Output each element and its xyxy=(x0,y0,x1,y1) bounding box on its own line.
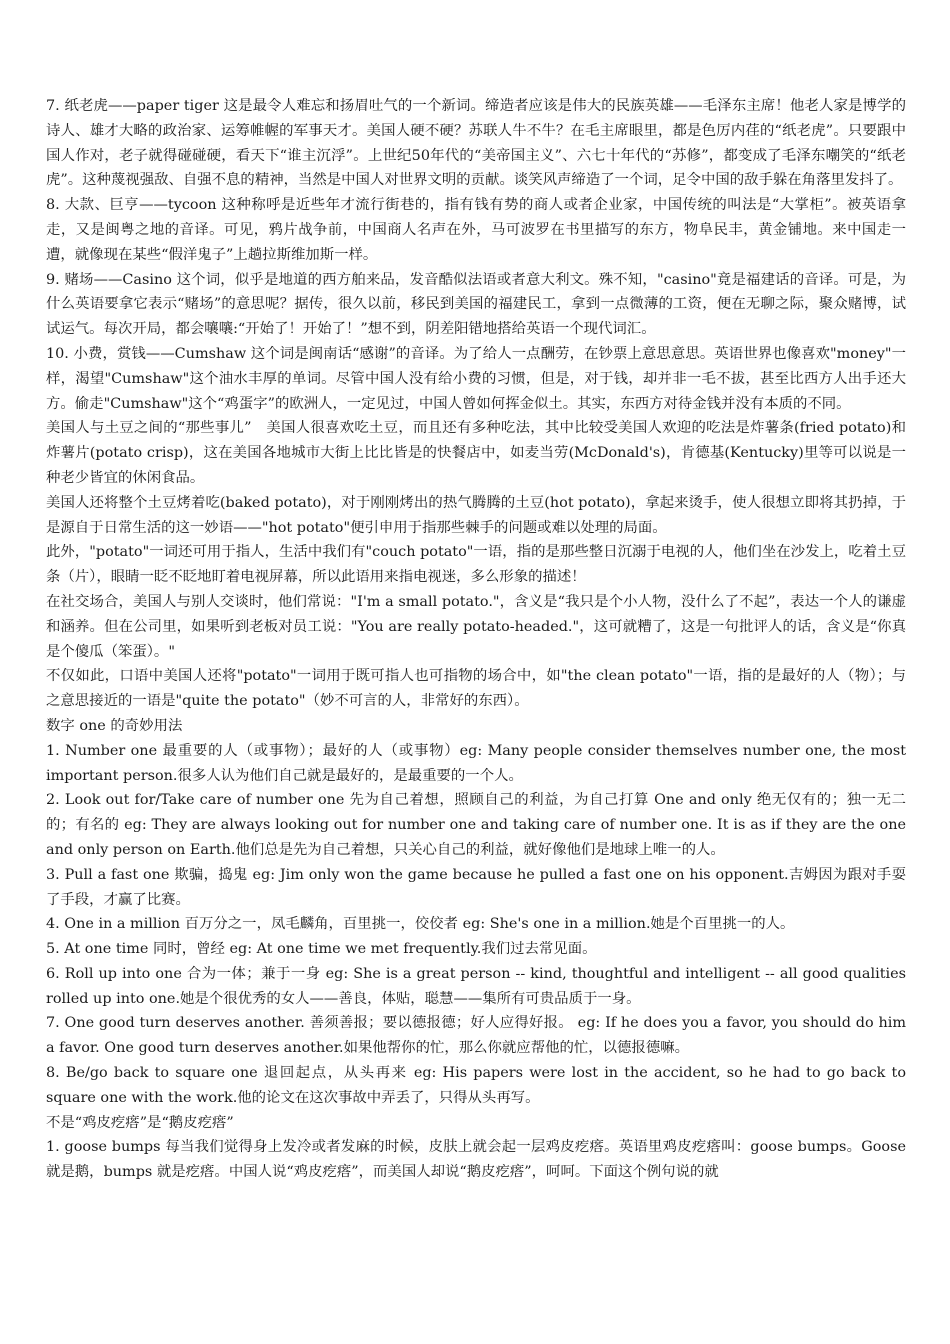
paragraph-one-good-turn: 7. One good turn deserves another. 善须善报；要以德报德；好人应得好报。 eg: If he does you a favor, you should do him a favor. One good turn deserves another.如果他帮你的忙，那么你就应帮他的忙，以德报德嘛。 xyxy=(46,1015,906,1057)
section-heading-goose-bumps: 不是“鸡皮疙瘩”是“鹅皮疙瘩” xyxy=(46,1114,234,1131)
paragraph-casino: 9. 赌场——Casino 这个词，似乎是地道的西方舶来品，发音酷似法语或者意大利文。殊不知，"casino"竟是福建话的音译。可是，为什么英语要拿它表示“赌场”的意思呢？据传，很久以前，移民到美国的福建民工，拿到一点微薄的工资，便在无聊之际，聚众赌博，试试运气。每次开局，都会嚷嚷:“开始了！开始了！”想不到，阴差阳错地搭给英语一个现代词汇。 xyxy=(46,271,906,338)
paragraph-paper-tiger: 7. 纸老虎——paper tiger 这是最令人难忘和扬眉吐气的一个新词。缔造者应该是伟大的民族英雄——毛泽东主席！他老人家是博学的诗人、雄才大略的政治家、运筹帷幄的军事天才。美国人硬不硬？苏联人牛不牛？在毛主席眼里，都是色厉内荏的“纸老虎”。只要跟中国人作对，老子就得碰碰硬，看天下“谁主沉浮”。上世纪50年代的“美帝国主义”、六七十年代的“苏修”，都变成了毛泽东嘲笑的“纸老虎”。这种蔑视强敌、自强不息的精神，当然是中国人对世界文明的贡献。谈笑风声缔造了一个词，足令中国的敌手躲在角落里发抖了。 xyxy=(46,98,906,189)
paragraph-look-out-for-number-one: 2. Look out for/Take care of number one 先为自己着想，照顾自己的利益，为自己打算 One and only 绝无仅有的；独一无二的；有名的 eg: They are always looking out for number one and taking care of number one. It is as if they are the one and only person on Earth.他们总是先为自己着想，只关心自己的利益，就好像他们是地球上唯一的人。 xyxy=(46,792,906,858)
paragraph-small-potato: 在社交场合，美国人与别人交谈时，他们常说："I'm a small potato."，含义是“我只是个小人物，没什么了不起”，表达一个人的谦虚和涵养。但在公司里，如果听到老板对员工说："You are really potato-headed."，这可就糟了，这是一句批评人的话，含义是“你真是个傻瓜（笨蛋）。" xyxy=(46,593,906,660)
paragraph-hot-potato: 美国人还将整个土豆烤着吃(baked potato)，对于刚刚烤出的热气腾腾的土豆(hot potato)，拿起来烫手，使人很想立即将其扔掉，于是源自于日常生活的这一妙语——"hot potato"便引申用于指那些棘手的问题或难以处理的局面。 xyxy=(46,494,906,536)
paragraph-couch-potato: 此外，"potato"一词还可用于指人，生活中我们有"couch potato"一语，指的是那些整日沉溺于电视的人，他们坐在沙发上，吃着土豆条（片），眼睛一眨不眨地盯着电视屏幕，所以此语用来指电视迷，多么形象的描述！ xyxy=(46,544,906,586)
paragraph-at-one-time: 5. At one time 同时，曾经 eg: At one time we met frequently.我们过去常见面。 xyxy=(46,941,597,958)
paragraph-potato-intro: 美国人与土豆之间的“那些事儿” 美国人很喜欢吃土豆，而且还有多种吃法，其中比较受美国人欢迎的吃法是炸薯条(fried potato)和炸薯片(potato crisp)，这在美国各地城市大街上比比皆是的快餐店中，如麦当劳(McDonald's)，肯德基(Kentucky)里等可以说是一种老少皆宜的休闲食品。 xyxy=(46,420,906,486)
paragraph-number-one: 1. Number one 最重要的人（或事物）；最好的人（或事物）eg: Many people consider themselves number one, the most important person.很多人认为他们自己就是最好的，是最重要的一个人。 xyxy=(46,742,906,784)
paragraph-pull-a-fast-one: 3. Pull a fast one 欺骗，捣鬼 eg: Jim only won the game because he pulled a fast one on his opponent.吉姆因为跟对手耍了手段，才赢了比赛。 xyxy=(46,866,906,908)
paragraph-tycoon: 8. 大款、巨亨——tycoon 这种称呼是近些年才流行街巷的，指有钱有势的商人或者企业家，中国传统的叫法是“大掌柜”。被英语拿走，又是闽粤之地的音译。可见，鸦片战争前，中国商人名声在外，马可波罗在书里描写的东方，物阜民丰，黄金铺地。来中国走一遭，就像现在某些“假洋鬼子”上趟拉斯维加斯一样。 xyxy=(46,197,906,263)
paragraph-square-one: 8. Be/go back to square one 退回起点，从头再来 eg: His papers were lost in the accident, so he had to go back to square one with the work.他的论文在这次事故中弄丢了，只得从头再写。 xyxy=(46,1065,906,1106)
paragraph-clean-potato: 不仅如此，口语中美国人还将"potato"一词用于既可指人也可指物的场合中，如"the clean potato"一语，指的是最好的人（物）；与之意思接近的一语是"quite the potato"（妙不可言的人，非常好的东西）。 xyxy=(46,668,906,710)
paragraph-goose-bumps: 1. goose bumps 每当我们觉得身上发冷或者发麻的时候，皮肤上就会起一层鸡皮疙瘩。英语里鸡皮疙瘩叫：goose bumps。Goose 就是鹅，bumps 就是疙瘩。中国人说“鸡皮疙瘩”，而美国人却说“鹅皮疙瘩”，呵呵。下面这个例句说的就 xyxy=(46,1139,906,1181)
paragraph-cumshaw: 10. 小费，赏钱——Cumshaw 这个词是闽南话“感谢”的音译。为了给人一点酬劳，在钞票上意思意思。英语世界也像喜欢"money"一样，渴望"Cumshaw"这个油水丰厚的单词。尽管中国人没有给小费的习惯，但是，对于钱，却并非一毛不拔，甚至比西方人出手还大方。偷走"Cumshaw"这个“鸡蛋字”的欧洲人，一定见过，中国人曾如何挥金似土。其实，东西方对待金钱并没有本质的不同。 xyxy=(46,345,906,412)
document-body xyxy=(46,94,906,1185)
section-heading-number-one: 数字 one 的奇妙用法 xyxy=(46,717,183,734)
paragraph-roll-up-into-one: 6. Roll up into one 合为一体；兼于一身 eg: She is a great person -- kind, thoughtful and intelligent -- all good qualities rolled up into one.她是个很优秀的女人——善良，体贴，聪慧——集所有可贵品质于一身。 xyxy=(46,965,906,1007)
paragraph-one-in-a-million: 4. One in a million 百万分之一，凤毛麟角，百里挑一，佼佼者 eg: She's one in a million.她是个百里挑一的人。 xyxy=(46,916,795,933)
